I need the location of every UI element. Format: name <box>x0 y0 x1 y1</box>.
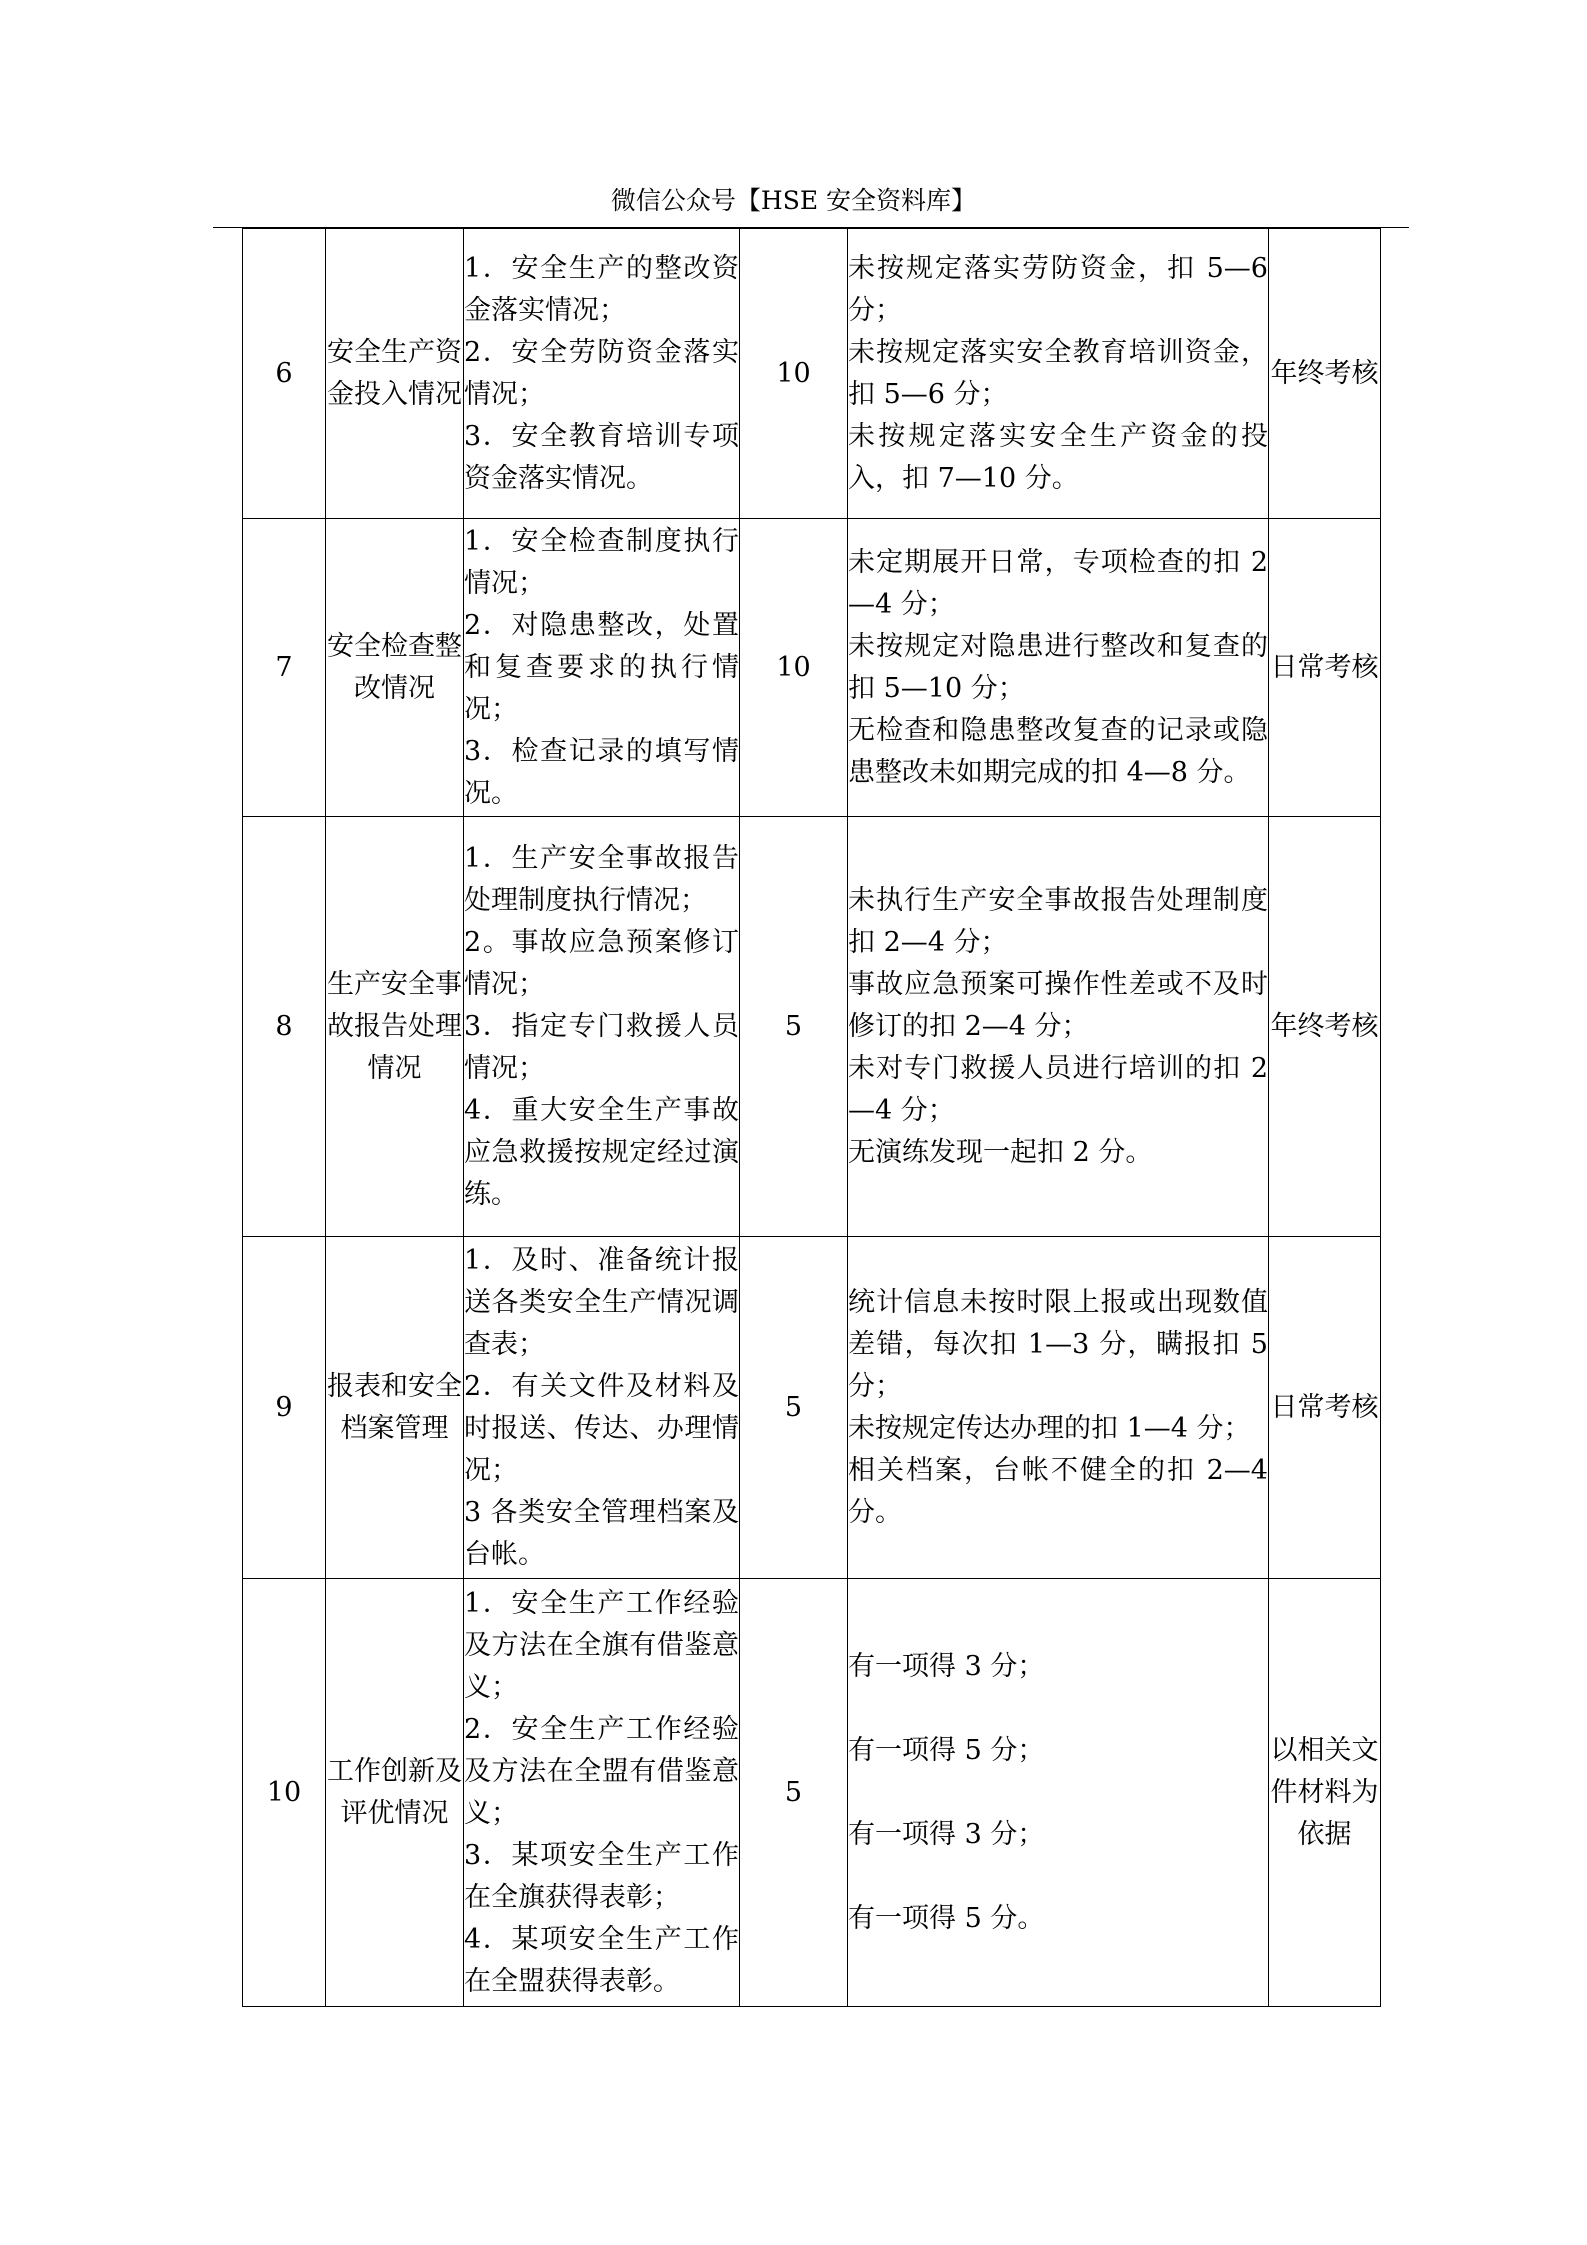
score-value: 5 <box>740 1237 848 1579</box>
assessment-content <box>464 1237 740 1579</box>
standard-line: 未执行生产安全事故报告处理制度扣 2—4 分； <box>848 884 1268 958</box>
line-gap <box>848 1772 1268 1814</box>
score-value: 10 <box>740 229 848 519</box>
standard-line: 有一项得 3 分； <box>848 1818 1045 1850</box>
assessment-item: 报表和安全档案管理 <box>326 1237 464 1579</box>
assessment-method: 年终考核 <box>1269 229 1381 519</box>
content-line: 2．安全劳防资金落实情况； <box>464 336 739 410</box>
standard-line: 有一项得 5 分； <box>848 1734 1045 1766</box>
assessment-method: 年终考核 <box>1269 817 1381 1237</box>
scoring-standard <box>848 519 1269 817</box>
row-number: 8 <box>243 817 326 1237</box>
content-line: 1．安全检查制度执行情况； <box>464 525 739 599</box>
assessment-method: 日常考核 <box>1269 1237 1381 1579</box>
assessment-item: 生产安全事故报告处理情况 <box>326 817 464 1237</box>
standard-line: 有一项得 3 分； <box>848 1650 1045 1682</box>
scoring-standard <box>848 229 1269 519</box>
score-value: 10 <box>740 519 848 817</box>
content-line: 2．有关文件及材料及时报送、传达、办理情况； <box>464 1370 739 1486</box>
standard-line: 有一项得 5 分。 <box>848 1902 1045 1934</box>
table-row <box>243 817 1381 1237</box>
standard-line: 未按规定落实安全生产资金的投入，扣 7—10 分。 <box>848 420 1268 494</box>
table-row <box>243 229 1381 519</box>
assessment-item: 安全生产资金投入情况 <box>326 229 464 519</box>
content-line: 2。事故应急预案修订情况； <box>464 926 739 1000</box>
standard-line: 事故应急预案可操作性差或不及时修订的扣 2—4 分； <box>848 968 1268 1042</box>
page-header: 微信公众号【HSE 安全资料库】 <box>610 186 977 215</box>
standard-line: 相关档案，台帐不健全的扣 2—4 分。 <box>848 1454 1268 1528</box>
assessment-content <box>464 229 740 519</box>
row-number: 9 <box>243 1237 326 1579</box>
content-line: 1．生产安全事故报告处理制度执行情况； <box>464 842 739 916</box>
score-value: 5 <box>740 1579 848 2007</box>
standard-line: 无演练发现一起扣 2 分。 <box>848 1136 1153 1168</box>
content-line: 3．安全教育培训专项资金落实情况。 <box>464 420 739 494</box>
content-line: 3．检查记录的填写情况。 <box>464 735 739 809</box>
assessment-content <box>464 817 740 1237</box>
assessment-method: 日常考核 <box>1269 519 1381 817</box>
standard-line: 未定期展开日常，专项检查的扣 2—4 分； <box>848 546 1268 620</box>
line-gap <box>848 1856 1268 1898</box>
standard-line: 统计信息未按时限上报或出现数值差错，每次扣 1—3 分，瞒报扣 5 分； <box>848 1286 1268 1402</box>
content-line: 1．及时、准备统计报送各类安全生产情况调查表； <box>464 1244 739 1360</box>
content-line: 1．安全生产工作经验及方法在全旗有借鉴意义； <box>464 1587 739 1703</box>
assessment-content <box>464 519 740 817</box>
table-row <box>243 1579 1381 2007</box>
scoring-standard <box>848 817 1269 1237</box>
content-line: 2．对隐患整改，处置和复查要求的执行情况； <box>464 609 739 725</box>
content-line: 1．安全生产的整改资金落实情况； <box>464 252 739 326</box>
assessment-table <box>242 228 1381 2007</box>
content-line: 2．安全生产工作经验及方法在全盟有借鉴意义； <box>464 1713 739 1829</box>
content-line: 3 各类安全管理档案及台帐。 <box>464 1496 739 1570</box>
row-number: 10 <box>243 1579 326 2007</box>
scoring-standard <box>848 1579 1269 2007</box>
scoring-standard <box>848 1237 1269 1579</box>
assessment-item: 工作创新及评优情况 <box>326 1579 464 2007</box>
assessment-method: 以相关文件材料为依据 <box>1269 1579 1381 2007</box>
standard-line: 未按规定落实安全教育培训资金，扣 5—6 分； <box>848 336 1268 410</box>
row-number: 7 <box>243 519 326 817</box>
table-row <box>243 519 1381 817</box>
score-value: 5 <box>740 817 848 1237</box>
standard-line: 未按规定对隐患进行整改和复查的扣 5—10 分； <box>848 630 1268 704</box>
standard-line: 未对专门救援人员进行培训的扣 2—4 分； <box>848 1052 1268 1126</box>
standard-line: 未按规定传达办理的扣 1—4 分； <box>848 1412 1251 1444</box>
content-line: 4．重大安全生产事故应急救援按规定经过演练。 <box>464 1094 739 1210</box>
content-line: 3．某项安全生产工作在全旗获得表彰； <box>464 1839 739 1913</box>
standard-line: 无检查和隐患整改复查的记录或隐患整改未如期完成的扣 4—8 分。 <box>848 714 1268 788</box>
assessment-content <box>464 1579 740 2007</box>
table-row <box>243 1237 1381 1579</box>
line-gap <box>848 1688 1268 1730</box>
content-line: 4．某项安全生产工作在全盟获得表彰。 <box>464 1923 739 1997</box>
assessment-item: 安全检查整改情况 <box>326 519 464 817</box>
content-line: 3．指定专门救援人员情况； <box>464 1010 739 1084</box>
row-number: 6 <box>243 229 326 519</box>
standard-line: 未按规定落实劳防资金，扣 5—6 分； <box>848 252 1268 326</box>
